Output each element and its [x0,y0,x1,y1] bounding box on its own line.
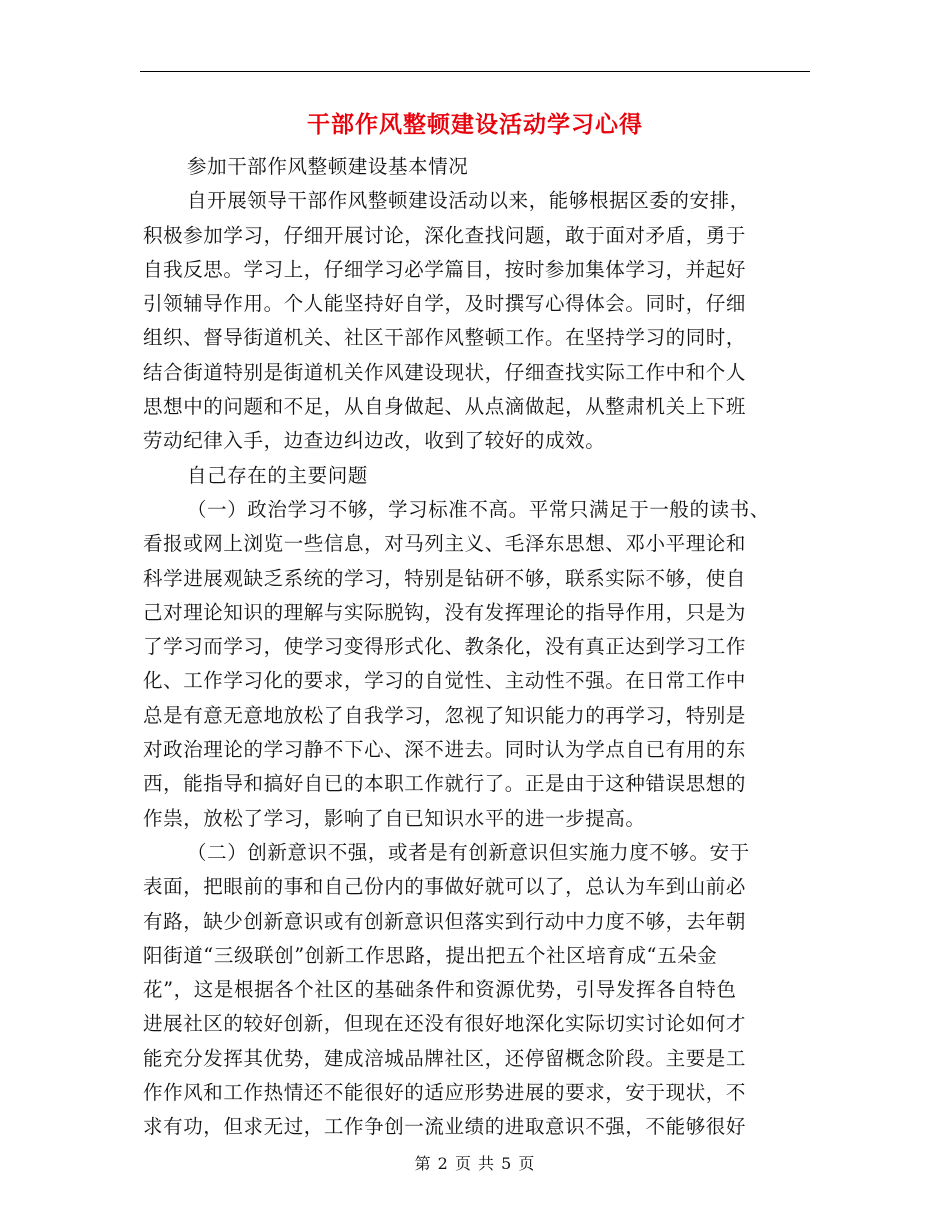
body-line: 结合街道特别是街道机关作风建设现状，仔细查找实际工作中和个人 [143,360,747,384]
body-line: 积极参加学习，仔细开展讨论，深化查找问题，敢于面对矛盾，勇于 [143,223,747,247]
body-line: 看报或网上浏览一些信息，对马列主义、毛泽东思想、邓小平理论和 [143,532,747,556]
body-line: 作祟，放松了学习，影响了自已知识水平的进一步提高。 [143,806,646,830]
body-line: 作作风和工作热情还不能很好的适应形势进展的要求，安于现状，不 [143,1081,747,1105]
body-line: 西，能指导和搞好自已的本职工作就行了。正是由于这种错误思想的 [143,772,747,796]
body-line: 表面，把眼前的事和自己份内的事做好就可以了，总认为车到山前必 [143,875,747,899]
body-line: 能充分发挥其优势，建成涪城品牌社区，还停留概念阶段。主要是工 [143,1046,747,1070]
body-line: 思想中的问题和不足，从自身做起、从点滴做起，从整肃机关上下班 [143,395,747,419]
body-line: 自己存在的主要问题 [187,463,368,487]
body-line: 对政治理论的学习静不下心、深不进去。同时认为学点自已有用的东 [143,738,747,762]
body-line: 组织、督导街道机关、社区干部作风整顿工作。在坚持学习的同时， [143,326,747,350]
page-number-footer: 第 2 页 共 5 页 [414,1154,536,1173]
body-line: 自开展领导干部作风整顿建设活动以来，能够根据区委的安排， [187,189,750,213]
body-line: 总是有意无意地放松了自我学习，忽视了知识能力的再学习，特别是 [143,703,747,727]
document-body [143,150,808,1145]
body-line: 花”，这是根据各个社区的基础条件和资源优势，引导发挥各自特色 [143,978,737,1002]
body-line: 劳动纪律入手，边查边纠边改，收到了较好的成效。 [143,429,606,453]
document-title: 干部作风整顿建设活动学习心得 [307,112,643,138]
header-rule [140,71,810,72]
body-line: 引领辅导作用。个人能坚持好自学，及时撰写心得体会。同时，仔细 [143,292,747,316]
body-line: 了学习而学习，使学习变得形式化、教条化，没有真正达到学习工作 [143,635,747,659]
body-line: 进展社区的较好创新，但现在还没有很好地深化实际切实讨论如何才 [143,1012,747,1036]
body-line: 参加干部作风整顿建设基本情况 [187,155,469,178]
body-line: 化、工作学习化的要求，学习的自觉性、主动性不强。在日常工作中 [143,669,747,693]
body-line: 科学进展观缺乏系统的学习，特别是钻研不够，联系实际不够，使自 [143,566,747,590]
body-line: 有路，缺少创新意识或有创新意识但落实到行动中力度不够，去年朝 [143,909,747,933]
body-line: （一）政治学习不够，学习标准不高。平常只满足于一般的读书、 [187,497,770,521]
body-line: （二）创新意识不强，或者是有创新意识但实施力度不够。安于 [187,840,750,864]
body-line: 己对理论知识的理解与实际脱钩，没有发挥理论的指导作用，只是为 [143,600,747,624]
body-line: 自我反思。学习上，仔细学习必学篇目，按时参加集体学习，并起好 [143,257,747,281]
body-line: 阳街道“三级联创”创新工作思路，提出把五个社区培育成“五朵金 [143,943,718,967]
body-line: 求有功，但求无过，工作争创一流业绩的进取意识不强，不能够很好 [143,1115,747,1139]
